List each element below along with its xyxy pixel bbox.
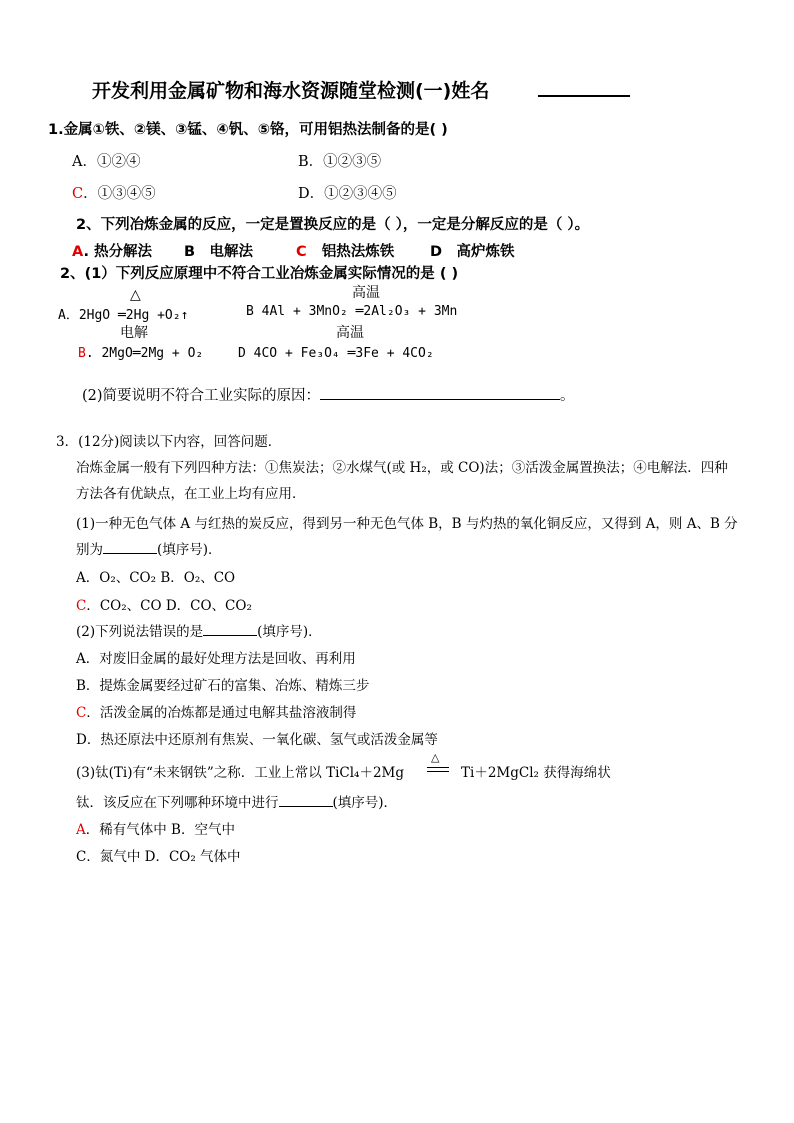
- answer-blank-reason[interactable]: [320, 385, 560, 400]
- q1-option-b: B．①②③⑤: [298, 154, 382, 170]
- q3-sub2-option-d: D．热还原法中还原剂有焦炭、一氧化碳、氢气或活泼金属等: [76, 732, 438, 748]
- q1-option-d: D．①②③④⑤: [298, 186, 397, 202]
- q3-sub3-options-cd: C．氮气中 D．CO₂ 气体中: [76, 849, 241, 865]
- condition-gaowen-2: 高温: [336, 325, 364, 341]
- q1-option-a: A．①②④: [72, 154, 141, 170]
- q3-sub2-stem-text: (2)下列说法错误的是: [76, 624, 204, 640]
- q2b-part2-text: (2)简要说明不符合工业实际的原因：: [82, 388, 321, 404]
- equation-c-text: . 2MgO═2Mg + O₂: [85, 346, 204, 361]
- answer-blank-sub3[interactable]: [279, 793, 333, 807]
- q3-sub1-options-cd-text: ．CO₂、CO D．CO、CO₂: [86, 598, 252, 614]
- q3-sub3-line2: [76, 791, 397, 811]
- equation-d: D 4CO + Fe₃O₄ ═3Fe + 4CO₂: [238, 346, 434, 361]
- q3-sub2-stem-end: (填序号)．: [257, 624, 322, 640]
- q3-sub1-line2: [76, 538, 222, 558]
- q3-intro-line2: 方法各有优缺点，在工业上均有应用．: [76, 486, 306, 502]
- q3-sub3-options-ab-text: ．稀有气体中 B．空气中: [85, 822, 235, 838]
- q3-sub3-options-ab: [76, 818, 235, 838]
- q3-sub3-line2-text: 钛．该反应在下列哪种环境中进行: [76, 795, 279, 811]
- q2-option-a-text: . 热分解法: [83, 244, 153, 260]
- q2b-stem: 2、(1）下列反应原理中不符合工业冶炼金属实际情况的是 ( ): [60, 266, 459, 282]
- q3-sub3-answer-letter: A: [76, 822, 86, 838]
- q1-option-c-text: ．①③④⑤: [83, 186, 156, 202]
- q3-sub2-option-c: [76, 701, 356, 721]
- q1-stem: 1.金属①铁、②镁、③锰、④钒、⑤铬，可用铝热法制备的是( ): [48, 122, 448, 138]
- q2-answer-letter-a: A: [72, 244, 84, 260]
- q3-intro-line1: 冶炼金属一般有下列四种方法：①焦炭法；②水煤气(或 H₂，或 CO)法；③活泼金属置换法；④电解法．四种: [76, 460, 728, 476]
- equation-c: [78, 346, 203, 361]
- q2-option-d: D 高炉炼铁: [430, 244, 515, 260]
- equals-double-line: [427, 767, 449, 775]
- condition-heat-triangle-2: △: [431, 751, 440, 764]
- q2-option-a: [72, 240, 152, 261]
- q2b-part2: [82, 384, 575, 405]
- q3-sub3-line1a: (3)钛(Ti)有“未来钢铁”之称．工业上常以 TiCl₄＋2Mg: [76, 765, 405, 781]
- condition-heat-triangle: △: [130, 287, 141, 303]
- q3-sub1-line2-end: (填序号)．: [157, 542, 222, 558]
- equation-a: A．2HgO ═2Hg +O₂↑: [58, 308, 189, 323]
- q3-sub2-answer-letter: C: [76, 705, 87, 721]
- q3-sub1-options-ab: A．O₂、CO₂ B．O₂、CO: [76, 570, 236, 586]
- q2b-answer-letter: B: [78, 346, 86, 361]
- page-title: 开发利用金属矿物和海水资源随堂检测(一)姓名: [92, 80, 490, 102]
- q3-sub1-line2-text: 别为: [76, 542, 103, 558]
- q3-sub2-stem: [76, 620, 322, 640]
- condition-gaowen-1: 高温: [352, 285, 380, 301]
- q3-head: 3．(12分)阅读以下内容，回答问题．: [56, 434, 282, 450]
- answer-blank-sub1[interactable]: [103, 540, 157, 554]
- q2-stem: 2、下列冶炼金属的反应，一定是置换反应的是（ ），一定是分解反应的是（ ）。: [76, 217, 590, 233]
- q3-sub1-line1: (1)一种无色气体 A 与红热的炭反应，得到另一种无色气体 B，B 与灼热的氧化铜反应，又得到 A，则 A、B 分: [76, 516, 738, 532]
- q1-answer-letter: C: [72, 186, 84, 202]
- q3-sub3-line2-end: (填序号)．: [332, 795, 398, 811]
- name-blank-line: [538, 95, 630, 97]
- q3-sub1-options-cd: [76, 594, 252, 614]
- q2-answer-letter-c: C: [296, 244, 307, 260]
- q2-option-c-text: 铝热法炼铁: [321, 244, 395, 260]
- q3-sub1-answer-letter: C: [76, 598, 87, 614]
- q3-sub2-option-c-text: ．活泼金属的冶炼都是通过电解其盐溶液制得: [86, 705, 357, 721]
- q3-sub2-option-a: A．对废旧金属的最好处理方法是回收、再利用: [76, 651, 356, 667]
- answer-blank-sub2[interactable]: [203, 622, 257, 636]
- q1-option-c: [72, 182, 156, 203]
- q2-option-c: [296, 240, 394, 261]
- q3-sub2-option-b: B．提炼金属要经过矿石的富集、冶炼、精炼三步: [76, 678, 370, 694]
- condition-dianjie: 电解: [120, 325, 148, 341]
- equation-b: B 4Al + 3MnO₂ ═2Al₂O₃ + 3Mn: [246, 304, 458, 319]
- q3-sub3-line1b: Ti＋2MgCl₂ 获得海绵状: [461, 765, 611, 781]
- q2-option-b: B 电解法: [184, 244, 254, 260]
- q2b-part2-end: 。: [560, 388, 575, 404]
